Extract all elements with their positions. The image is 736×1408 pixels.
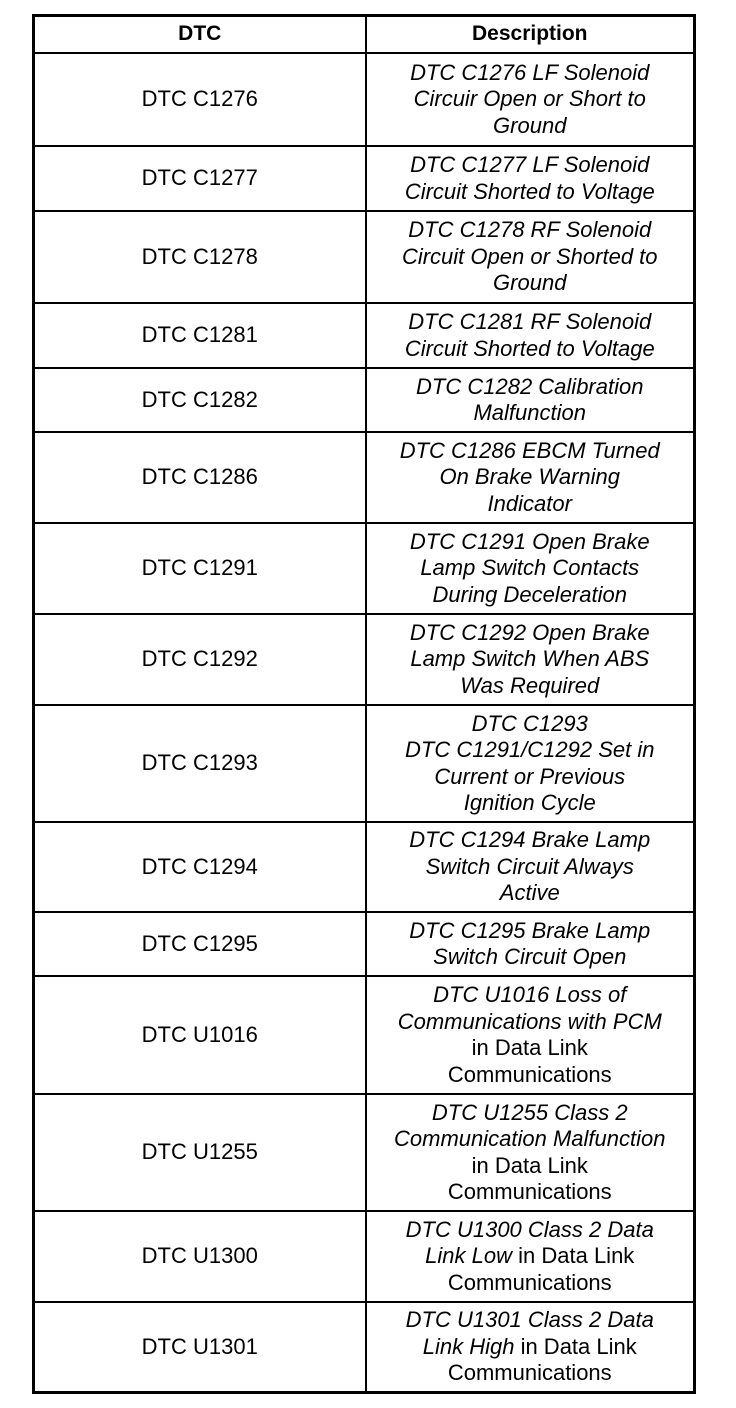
description-text: in Data Link [471, 1152, 588, 1178]
description-text: Circuit Shorted to Voltage [404, 335, 655, 361]
table-body [34, 53, 695, 1392]
description-line [371, 555, 690, 582]
table-row [34, 53, 695, 146]
description-text: Was Required [460, 672, 600, 698]
description-line [371, 1153, 690, 1180]
description-text: Communications with PCM [397, 1008, 662, 1034]
description-text: in Data Link [514, 1333, 637, 1359]
description-cell [366, 432, 695, 523]
description-text: Switch Circuit Always [425, 853, 634, 879]
description-line [371, 374, 690, 401]
description-text: DTC C1292 Open Brake [409, 619, 650, 645]
dtc-code-cell: DTC C1293 [34, 705, 366, 822]
description-text: DTC C1278 RF Solenoid [408, 217, 652, 243]
description-text: Circuit Open or Shorted to [401, 243, 658, 269]
table-row [34, 822, 695, 912]
description-cell [366, 912, 695, 976]
description-line [371, 86, 690, 113]
description-text: Communications [447, 1061, 612, 1087]
dtc-code-cell: DTC C1278 [34, 211, 366, 303]
description-text: Switch Circuit Open [433, 944, 627, 969]
table-row [34, 368, 695, 432]
description-line [371, 113, 690, 140]
dtc-code-cell: DTC C1292 [34, 614, 366, 705]
description-text: in Data Link [512, 1243, 635, 1269]
column-header-dtc: DTC [34, 16, 366, 54]
description-text: Communications [447, 1179, 612, 1204]
description-text: Malfunction [473, 400, 586, 425]
description-line [371, 880, 690, 907]
description-text: DTC C1281 RF Solenoid [408, 309, 652, 334]
description-text: On Brake Warning [439, 464, 621, 490]
table-row [34, 523, 695, 614]
description-text: Lamp Switch When ABS [410, 646, 650, 672]
description-line [371, 1179, 690, 1206]
description-text: Current or Previous [434, 763, 626, 789]
description-line [371, 673, 690, 700]
description-line [371, 336, 690, 363]
description-line [371, 400, 690, 427]
dtc-code-cell: DTC C1294 [34, 822, 366, 912]
dtc-code-cell: DTC U1301 [34, 1302, 366, 1392]
header-row [34, 16, 695, 54]
table-row [34, 432, 695, 523]
description-line [371, 491, 690, 518]
table-row [34, 614, 695, 705]
description-text: Ground [493, 112, 567, 138]
description-line [371, 854, 690, 881]
description-text: Link Low [425, 1243, 513, 1269]
description-cell [366, 368, 695, 432]
description-line [371, 944, 690, 971]
description-cell [366, 705, 695, 822]
description-text: DTC C1294 Brake Lamp [409, 827, 651, 853]
table-row [34, 303, 695, 368]
dtc-code-cell: DTC C1282 [34, 368, 366, 432]
column-header-description: Description [366, 16, 695, 54]
table-row [34, 146, 695, 211]
description-text: DTC U1255 Class 2 [431, 1099, 628, 1125]
table-row [34, 705, 695, 822]
description-text: DTC C1291/C1292 Set in [405, 737, 655, 762]
description-line [371, 1126, 690, 1153]
description-line [371, 270, 690, 297]
description-line [371, 1100, 690, 1127]
description-line [371, 217, 690, 244]
description-line [371, 646, 690, 673]
table-row [34, 211, 695, 303]
description-line [371, 918, 690, 945]
description-line [371, 309, 690, 336]
description-line [371, 60, 690, 87]
description-line [371, 152, 690, 179]
description-text: DTC U1300 Class 2 Data [405, 1216, 654, 1242]
description-line [371, 1243, 690, 1270]
description-text: in Data Link [471, 1035, 588, 1060]
description-text: DTC C1277 LF Solenoid [410, 152, 650, 177]
description-text: DTC C1295 Brake Lamp [409, 917, 651, 943]
dtc-code-cell: DTC C1277 [34, 146, 366, 211]
description-cell [366, 523, 695, 614]
description-text: DTC C1293 [471, 710, 588, 736]
description-text: DTC C1276 LF Solenoid [410, 59, 650, 85]
description-line [371, 1360, 690, 1387]
description-line [371, 438, 690, 465]
description-text: Communications [447, 1360, 612, 1385]
description-line [371, 1217, 690, 1244]
table-row [34, 1211, 695, 1302]
description-text: DTC C1282 Calibration [416, 373, 644, 399]
dtc-code-cell: DTC U1016 [34, 976, 366, 1094]
description-cell [366, 53, 695, 146]
description-line [371, 464, 690, 491]
description-text: DTC U1301 Class 2 Data [405, 1307, 654, 1332]
description-line [371, 790, 690, 817]
table-row [34, 1302, 695, 1392]
description-line [371, 1334, 690, 1361]
table-row [34, 1094, 695, 1211]
description-line [371, 582, 690, 609]
description-cell [366, 1211, 695, 1302]
description-text: Communication Malfunction [394, 1126, 666, 1151]
description-line [371, 737, 690, 764]
description-line [371, 529, 690, 556]
description-line [371, 1307, 690, 1334]
description-text: Lamp Switch Contacts [420, 555, 640, 581]
description-line [371, 982, 690, 1009]
description-text: Link High [422, 1333, 515, 1359]
description-text: Active [499, 880, 560, 906]
description-cell [366, 1302, 695, 1392]
description-line [371, 1062, 690, 1089]
description-text: DTC C1291 Open Brake [409, 528, 650, 554]
table-row [34, 976, 695, 1094]
description-line [371, 827, 690, 854]
dtc-code-cell: DTC C1286 [34, 432, 366, 523]
dtc-code-cell: DTC C1291 [34, 523, 366, 614]
table-row [34, 912, 695, 976]
dtc-code-cell: DTC C1276 [34, 53, 366, 146]
description-text: Indicator [487, 490, 572, 516]
description-line [371, 1009, 690, 1036]
description-cell [366, 614, 695, 705]
description-cell [366, 146, 695, 211]
dtc-code-cell: DTC U1300 [34, 1211, 366, 1302]
description-text: Ground [493, 270, 567, 296]
description-cell [366, 303, 695, 368]
description-text: During Deceleration [432, 581, 627, 607]
description-text: DTC C1286 EBCM Turned [399, 437, 660, 463]
description-line [371, 1035, 690, 1062]
description-line [371, 179, 690, 206]
description-cell [366, 976, 695, 1094]
description-line [371, 1270, 690, 1297]
description-line [371, 764, 690, 791]
description-text: Ignition Cycle [463, 790, 596, 815]
description-text: Communications [447, 1269, 612, 1295]
description-line [371, 620, 690, 647]
dtc-table [32, 14, 696, 1394]
dtc-code-cell: DTC C1281 [34, 303, 366, 368]
dtc-code-cell: DTC U1255 [34, 1094, 366, 1211]
description-line [371, 244, 690, 271]
description-line [371, 711, 690, 738]
dtc-code-cell: DTC C1295 [34, 912, 366, 976]
description-text: Circuit Shorted to Voltage [404, 178, 655, 204]
description-text: Circuir Open or Short to [413, 86, 646, 112]
description-cell [366, 822, 695, 912]
description-cell [366, 1094, 695, 1211]
description-text: DTC U1016 Loss of [433, 982, 627, 1007]
description-cell [366, 211, 695, 303]
